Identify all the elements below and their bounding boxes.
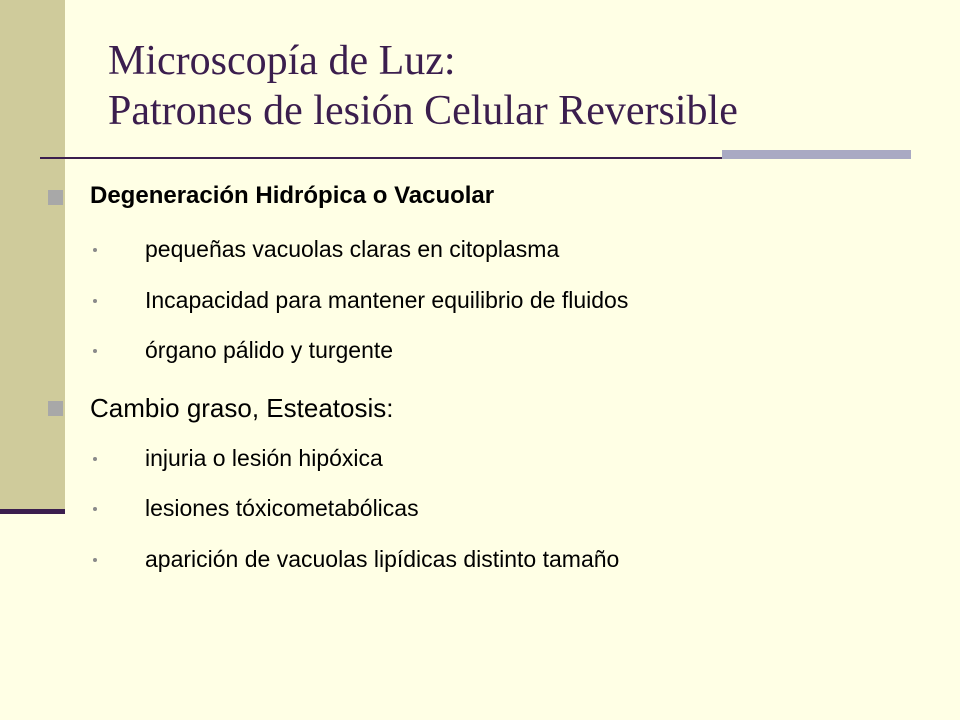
list-item xyxy=(145,337,393,364)
list-item xyxy=(145,236,559,263)
dot-bullet-icon xyxy=(93,457,97,461)
dot-bullet-icon xyxy=(93,558,97,562)
dot-bullet-icon xyxy=(93,507,97,511)
list-item xyxy=(145,287,628,314)
list-item xyxy=(145,495,419,522)
list-item-text: Incapacidad para mantener equilibrio de fluidos xyxy=(145,287,629,313)
list-item xyxy=(145,546,619,573)
section-heading-2 xyxy=(90,393,393,424)
list-item-text: injuria o lesión hipóxica xyxy=(145,445,383,471)
dot-bullet-icon xyxy=(93,299,97,303)
section-heading-1 xyxy=(90,182,494,210)
section-heading-1-text: Degeneración Hidrópica o Vacuolar xyxy=(90,182,495,209)
title-line-2: Patrones de lesión Celular Reversible xyxy=(108,88,738,134)
list-item-text: pequeñas vacuolas claras en citoplasma xyxy=(145,236,560,262)
list-item-text: aparición de vacuolas lipídicas distinto tamaño xyxy=(145,546,620,572)
dot-bullet-icon xyxy=(93,349,97,353)
list-item-text: órgano pálido y turgente xyxy=(145,337,394,363)
section-heading-2-text: Cambio graso, Esteatosis: xyxy=(90,393,394,423)
dot-bullet-icon xyxy=(93,248,97,252)
list-item-text: lesiones tóxicometabólicas xyxy=(145,495,419,521)
square-bullet-icon xyxy=(48,190,63,205)
title-line-1: Microscopía de Luz: xyxy=(108,38,456,84)
square-bullet-icon xyxy=(48,401,63,416)
list-item xyxy=(145,445,383,472)
